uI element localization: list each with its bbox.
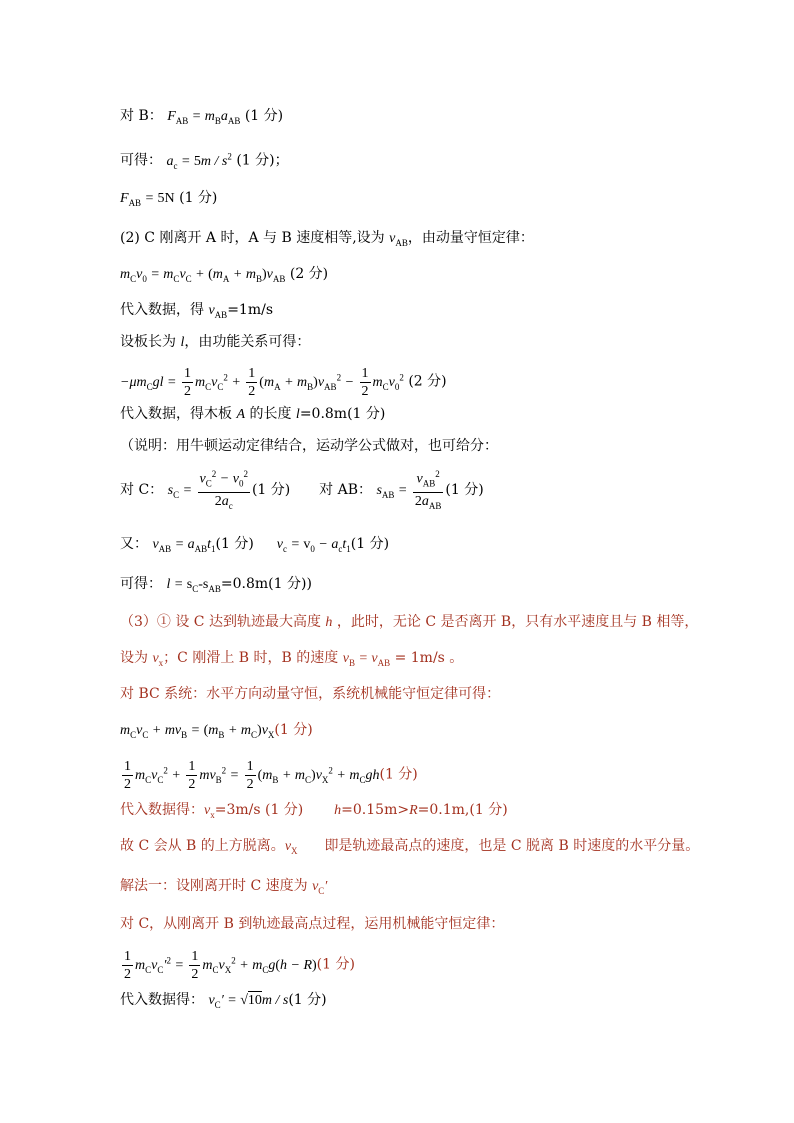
- equation-vab-time: $v_{AB} = a_{AB}t_1$: [152, 537, 216, 554]
- equation-momentum: $m_Cv_0 = m_Cv_C + (m_A + m_B)v_{AB}$: [120, 267, 286, 284]
- line-vc-prime-result: 代入数据得： $v_C' = √10m / s(1$ 分): [120, 992, 327, 1010]
- line-bc-energy: $\frac{1}{2}$ $m_Cv_C^2$ + $\frac{1}{2}$ $mv_B^2$ = $\frac{1}{2}$ $(m_B + m_C)v_X^2 + m_Cgh(1$ 分): [120, 748, 418, 801]
- equation-vc-prime: $v_C' = √10m / s$: [208, 993, 289, 1010]
- line-length-from-kinematics: 可得： $l = s_C-s_{AB}=0.8m(1$ 分)): [120, 576, 312, 594]
- line-energy-conservation-c: 对 C，从刚离开 B 到轨迹最高点过程，运用机械能守恒定律：: [120, 916, 505, 932]
- line-part3-intro: （3）① 设 C 达到轨迹最大高度 h ，此时，无论 C 是否离开 B，只有水平速度且与 B 相等，: [120, 614, 699, 630]
- line-fab-value: $F_{AB} = 5N$ (1 分): [120, 190, 218, 208]
- line-board-length-result: 代入数据，得木板 A 的长度 l=0.8m(1 分): [120, 406, 386, 422]
- line-bc-results: 代入数据得：$v_x=3m/s$ (1 分) h=0.15m>R=0.1m,(1 分): [120, 802, 508, 820]
- line-acceleration-c: 可得： $a_c = 5m / s^2$ (1 分)；: [120, 151, 289, 171]
- equation-energy: $-\mu m_Cgl$ = $\frac{1}{2}$ $m_Cv_C^2$ + $\frac{1}{2}$ $(m_A + m_B)v_{AB}^2$ − $\frac{1}{2}$ $m_Cv_0^2$: [120, 365, 404, 399]
- line-momentum-equation: $m_Cv_0 = m_Cv_C + (m_A + m_B)v_{AB}$ (2 分): [120, 266, 329, 284]
- equation-sab: $s_{AB}$ = $\frac{v_{AB}^2}{2a_{AB}}$: [376, 483, 445, 498]
- equation-vc-time: $v_c = v_0 - a_ct_1$: [276, 537, 351, 554]
- line-detach-conclusion: 故 C 会从 B 的上方脱离。$v_X$ 即是轨迹最高点的速度，也是 C 脱离 B 时速度的水平分量。: [120, 838, 700, 856]
- line-velocity-relations: 又： $v_{AB} = a_{AB}t_1(1$ 分) $v_c = v_0 - a_ct_1(1$ 分): [120, 536, 390, 554]
- equation-bc-energy: $\frac{1}{2}$ $m_Cv_C^2$ + $\frac{1}{2}$ $mv_B^2$ = $\frac{1}{2}$ $(m_B + m_C)v_X^2 + m_Cgh$: [124, 758, 380, 792]
- equation-fab: $F_{AB} = m_Ba_{AB}$: [167, 109, 241, 126]
- equation-fab-value: $F_{AB} = 5N$: [120, 191, 175, 208]
- line-board-length-intro: 设板长为 l，由功能关系可得：: [120, 334, 311, 350]
- line-bc-momentum: $m_Cv_C + mv_B = (m_B + m_C)v_X(1$ 分): [120, 722, 313, 740]
- line-c-energy: $\frac{1}{2}$ $m_Cv_C'^2$ = $\frac{1}{2}$ $m_Cv_X^2 + m_Cg(h - R)(1$ 分): [120, 938, 355, 991]
- line-note: （说明：用牛顿运动定律结合，运动学公式做对，也可给分：: [120, 438, 498, 454]
- line-method-one: 解法一：设刚离开时 C 速度为 $v_C'$: [120, 878, 328, 896]
- line-part2-intro: (2) C 刚离开 A 时，A 与 B 速度相等,设为 $v_{AB}$，由动量守恒定律：: [120, 230, 534, 248]
- equation-sc: $s_C$ = $\frac{v_C^2 - v_0^2}{2a_c}$: [168, 483, 252, 498]
- equation-c-energy: $\frac{1}{2}$ $m_Cv_C'^2$ = $\frac{1}{2}$ $m_Cv_X^2 + m_Cg(h - R)$: [124, 948, 317, 982]
- line-vx-definition: 设为 $v_x$；C 刚滑上 B 时，B 的速度 $v_B = v_{AB} = 1m/s$ 。: [120, 650, 464, 668]
- line-vab-result: 代入数据，得 $v_{AB}=1m/s$: [120, 302, 274, 320]
- equation-ac: $a_c = 5m / s^2$: [166, 151, 232, 171]
- line-force-on-b: 对 B： $F_{AB} = m_Ba_{AB}$ (1 分): [120, 108, 284, 126]
- line-kinematics: 对 C： $s_C$ = $\frac{v_C^2 - v_0^2}{2a_c}$ (1 分) 对 AB： $s_{AB}$ = $\frac{v_{AB}^2}{2a_{AB}}$ (1 分): [120, 466, 484, 517]
- equation-bc-momentum: $m_Cv_C + mv_B = (m_B + m_C)v_X$: [120, 723, 275, 740]
- line-bc-system: 对 BC 系统：水平方向动量守恒，系统机械能守恒定律可得：: [120, 686, 501, 702]
- line-energy-equation: $-\mu m_Cgl$ = $\frac{1}{2}$ $m_Cv_C^2$ + $\frac{1}{2}$ $(m_A + m_B)v_{AB}^2$ − $\frac{1}{2}$ $m_Cv_0^2$ (2 分): [120, 365, 447, 399]
